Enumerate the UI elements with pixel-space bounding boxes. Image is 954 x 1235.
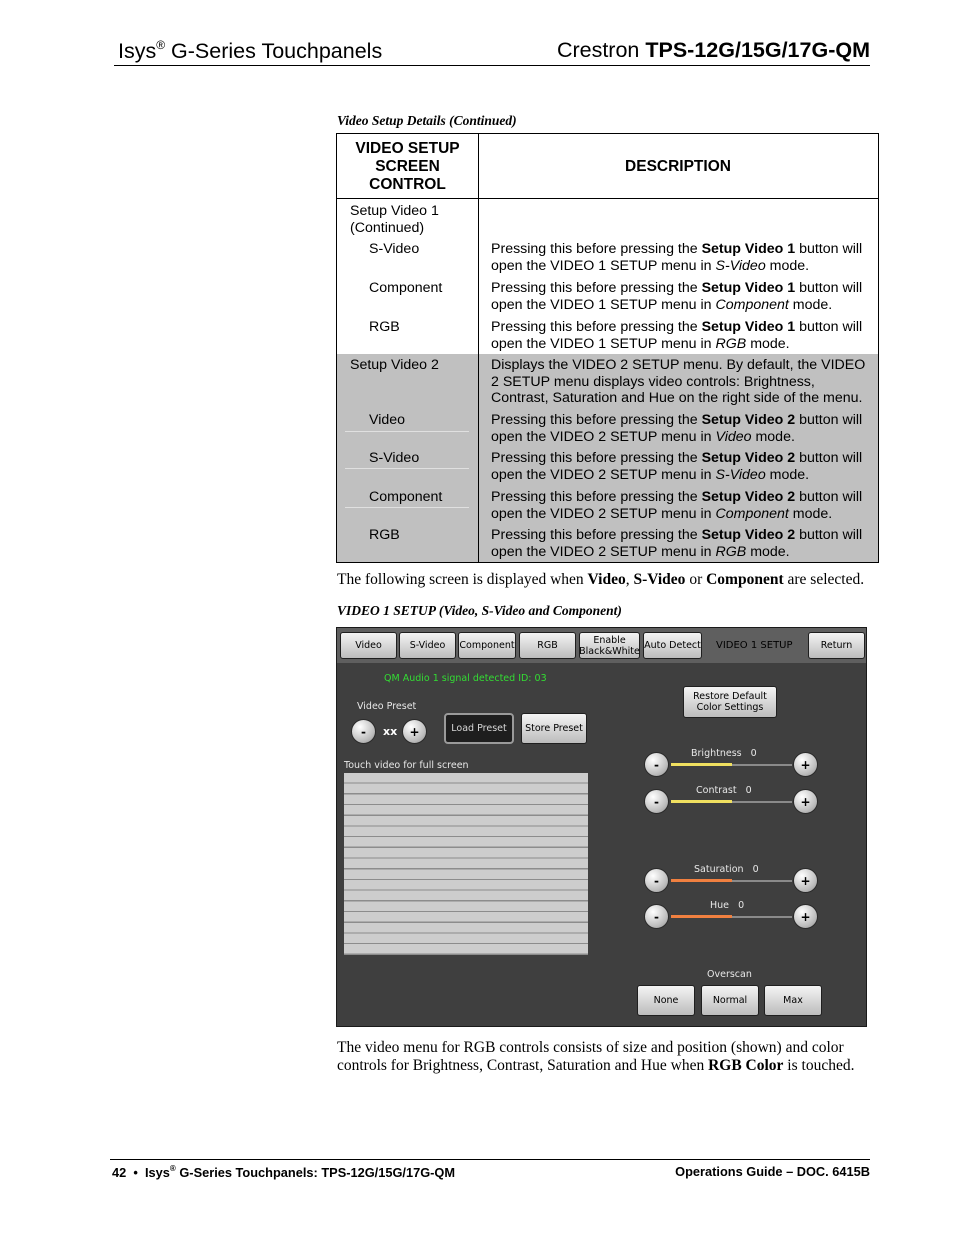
- table-cell-control: RGB: [369, 527, 400, 543]
- table-cell-description: Displays the VIDEO 2 SETUP menu. By default, the VIDEO 2 SETUP menu displays video controls: Brightness, Contrast, Saturation and Hue on the right side of the menu.: [491, 357, 866, 406]
- rgb-paragraph: The video menu for RGB controls consists of size and position (shown) and color controls for Brightness, Contrast, Saturation and Hue when RGB Color is touched.: [337, 1039, 855, 1074]
- preset-plus-button[interactable]: +: [402, 719, 427, 744]
- overscan-max-button[interactable]: Max: [764, 985, 822, 1016]
- hue-minus-button[interactable]: -: [644, 904, 669, 929]
- tab-s-video[interactable]: S-Video: [399, 632, 456, 659]
- hue-slider-fill: [671, 915, 732, 918]
- table-cell-description: Pressing this before pressing the Setup Video 1 button will open the VIDEO 1 SETUP menu in Component mode.: [491, 280, 863, 313]
- hue-label: Hue 0: [710, 900, 745, 911]
- table-cell-description: Pressing this before pressing the Setup Video 1 button will open the VIDEO 1 SETUP menu in S-Video mode.: [491, 241, 863, 274]
- auto-detect-button[interactable]: Auto Detect: [643, 632, 702, 659]
- contrast-label: Contrast 0: [696, 785, 752, 796]
- brightness-slider-fill: [671, 763, 732, 766]
- table-cell-control: Component: [369, 489, 443, 505]
- overscan-normal-button[interactable]: Normal: [701, 985, 759, 1016]
- column-header-description: DESCRIPTION: [625, 157, 731, 175]
- touch-video-label: Touch video for full screen: [344, 760, 469, 771]
- restore-default-button[interactable]: Restore Default Color Settings: [683, 686, 777, 718]
- video-preview[interactable]: [344, 773, 588, 955]
- preset-value: xx: [383, 725, 398, 738]
- row-separator: [345, 431, 469, 432]
- table-cell-control: Video: [369, 412, 406, 428]
- contrast-slider-fill: [671, 800, 732, 803]
- header-title: Isys® G-Series Touchpanels: [118, 38, 383, 63]
- table-cell-control: S-Video: [369, 241, 420, 257]
- table-header: [337, 134, 878, 199]
- hue-plus-button[interactable]: +: [793, 904, 818, 929]
- table-cell-description: Pressing this before pressing the Setup Video 2 button will open the VIDEO 2 SETUP menu in Video mode.: [491, 412, 863, 445]
- load-preset-button[interactable]: Load Preset: [444, 713, 514, 744]
- brightness-label: Brightness 0: [691, 748, 757, 759]
- tab-video[interactable]: Video: [340, 632, 397, 659]
- header-model: Crestron TPS-12G/15G/17G-QM: [556, 38, 870, 62]
- table-cell-control: Setup Video 2: [350, 357, 439, 373]
- table-cell-description: Pressing this before pressing the Setup Video 2 button will open the VIDEO 2 SETUP menu in Component mode.: [491, 489, 863, 522]
- table-cell-control: RGB: [369, 319, 400, 335]
- column-header-control: VIDEO SETUP SCREEN CONTROL: [355, 139, 460, 193]
- contrast-minus-button[interactable]: -: [644, 789, 669, 814]
- table-caption: Video Setup Details (Continued): [337, 113, 517, 128]
- store-preset-button[interactable]: Store Preset: [521, 713, 587, 744]
- table-cell-control: Setup Video 1 (Continued): [350, 203, 439, 236]
- tab-component[interactable]: Component: [458, 632, 516, 659]
- saturation-label: Saturation 0: [694, 864, 759, 875]
- contrast-plus-button[interactable]: +: [793, 789, 818, 814]
- page-header: [114, 36, 870, 66]
- preset-minus-button[interactable]: -: [351, 719, 376, 744]
- screen-title: VIDEO 1 SETUP: [716, 640, 793, 651]
- saturation-slider-fill: [671, 879, 732, 882]
- table-cell-control: Component: [369, 280, 443, 296]
- page-footer: [110, 1159, 870, 1181]
- row-separator: [345, 468, 469, 469]
- brightness-minus-button[interactable]: -: [644, 752, 669, 777]
- saturation-plus-button[interactable]: +: [793, 868, 818, 893]
- brightness-plus-button[interactable]: +: [793, 752, 818, 777]
- row-separator: [345, 507, 469, 508]
- video-setup-screen: [336, 627, 867, 1027]
- overscan-label: Overscan: [707, 969, 752, 980]
- table-cell-description: Pressing this before pressing the Setup Video 2 button will open the VIDEO 2 SETUP menu in S-Video mode.: [491, 450, 863, 483]
- footer-left: 42 • Isys® G-Series Touchpanels: TPS-12G/15G/17G-QM: [112, 1164, 456, 1180]
- table-cell-description: Pressing this before pressing the Setup Video 2 button will open the VIDEO 2 SETUP menu in RGB mode.: [491, 527, 863, 560]
- return-button[interactable]: Return: [808, 632, 865, 659]
- video-preset-label: Video Preset: [357, 701, 417, 712]
- saturation-minus-button[interactable]: -: [644, 868, 669, 893]
- signal-status: QM Audio 1 signal detected ID: 03: [384, 673, 547, 684]
- table-cell-control: S-Video: [369, 450, 420, 466]
- footer-right: Operations Guide – DOC. 6415B: [675, 1164, 870, 1179]
- column-divider: [478, 134, 479, 562]
- video-setup-details-table: [336, 133, 879, 563]
- enable-black-white-button[interactable]: Enable Black&White: [579, 632, 640, 659]
- figure-caption: VIDEO 1 SETUP (Video, S-Video and Component): [337, 603, 622, 618]
- table-cell-description: Pressing this before pressing the Setup Video 1 button will open the VIDEO 1 SETUP menu in RGB mode.: [491, 319, 863, 352]
- intro-paragraph: The following screen is displayed when Video, S-Video or Component are selected.: [337, 571, 865, 588]
- overscan-none-button[interactable]: None: [637, 985, 695, 1016]
- tab-rgb[interactable]: RGB: [519, 632, 576, 659]
